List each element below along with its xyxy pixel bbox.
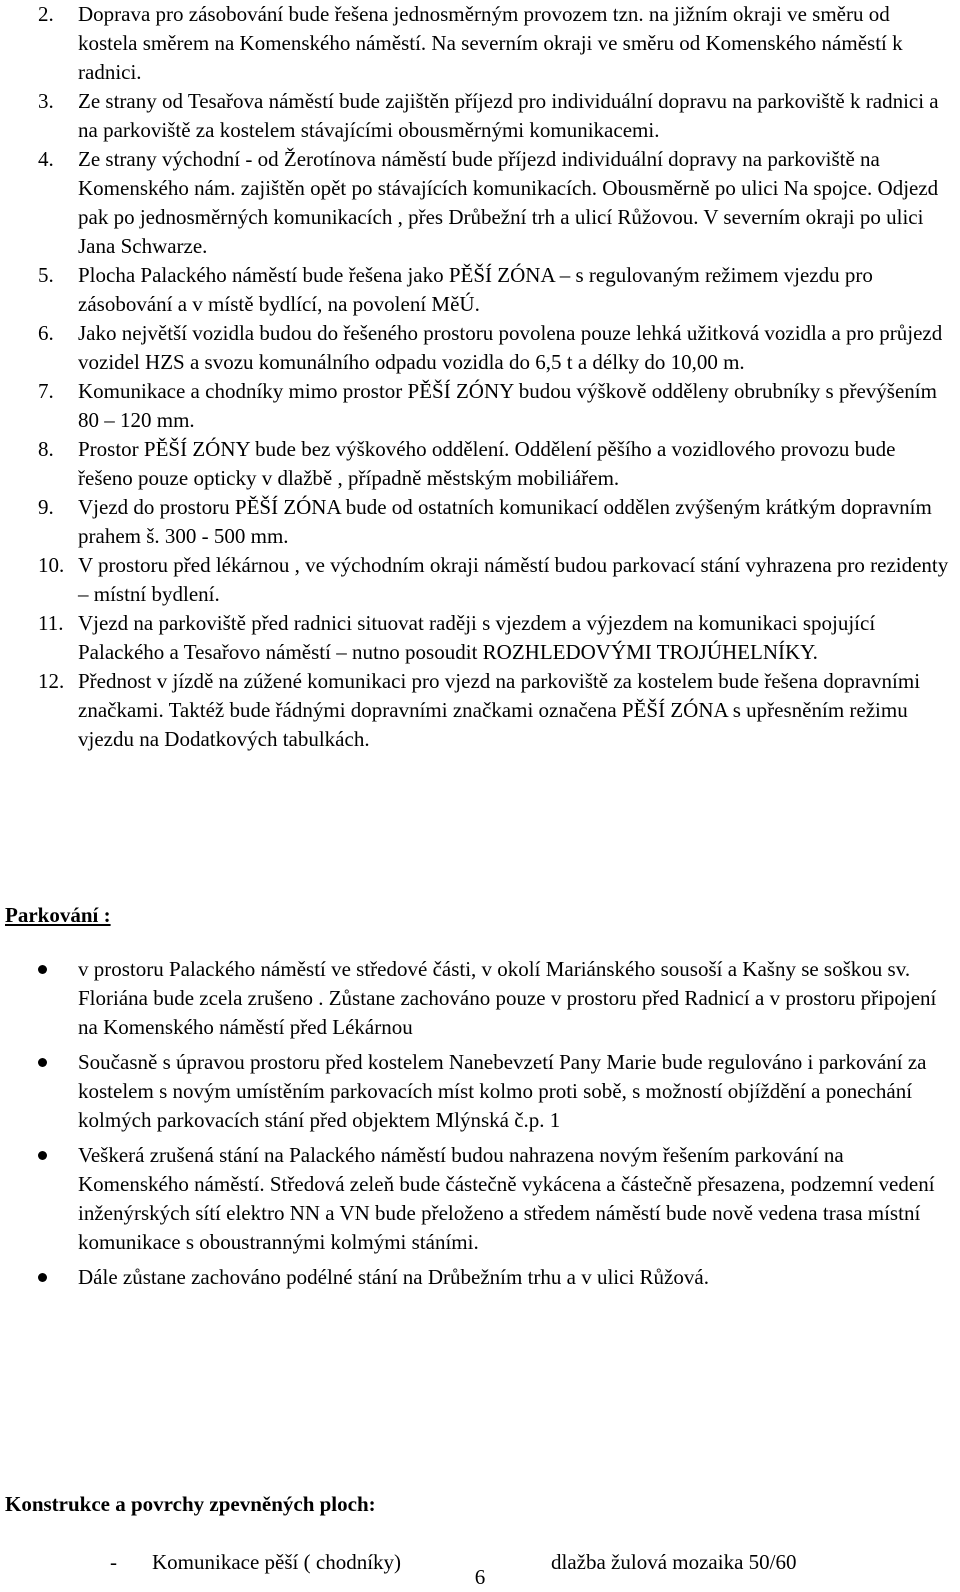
list-item [38,0,953,87]
list-item [38,145,953,261]
bullet-icon [38,1048,78,1077]
bullet-item [38,1141,953,1257]
numbered-list [38,0,953,754]
list-item [38,261,953,319]
list-item [38,435,953,493]
bullet-icon [38,1263,78,1292]
list-item [38,319,953,377]
item-number: 5. [38,263,54,287]
item-number: 6. [38,321,54,345]
item-number: 9. [38,495,54,519]
item-text: Ze strany od Tesařova náměstí bude zajištěn příjezd pro individuální dopravu na parkoviště k radnici a na parkoviště za kostelem stávajícími obousměrnými komunikacemi. [78,89,939,142]
item-number: 10. [38,553,65,577]
list-item [38,551,953,609]
item-number: 11. [38,611,64,635]
bullet-icon [38,1141,78,1170]
item-text: Vjezd do prostoru PĚŠÍ ZÓNA bude od ostatních komunikací oddělen zvýšeným krátkým dopravním prahem š. 300 - 500 mm. [78,495,932,548]
page-number: 6 [474,1565,486,1589]
row-value: dlažba žulová mozaika 50/60 [551,1550,797,1574]
item-number: 2. [38,2,54,26]
list-item [38,493,953,551]
bullet-text: Současně s úpravou prostoru před kostelem Nanebevzetí Pany Marie bude regulováno i parkování za kostelem s novým umístěním parkovacích míst kolmo proti sobě, s možností objíždění a ponechání kolmých parkovacích stání před objektem Mlýnská č.p. 1 [78,1050,927,1132]
item-text: Přednost v jízdě na zúžené komunikaci pro vjezd na parkoviště za kostelem bude řešena dopravními značkami. Taktéž bude řádnými dopravními značkami označena PĚŠÍ ZÓNA s upřesněním režimu vjezdu na Dodatkových tabulkách. [78,669,921,751]
item-number: 4. [38,147,54,171]
item-number: 8. [38,437,54,461]
bullet-text: v prostoru Palackého náměstí ve středové části, v okolí Mariánského sousoší a Kašny se soškou sv. Floriána bude zcela zrušeno . Zůstane zachováno pouze v prostoru před Radnicí a v prostoru připojení na Komenského náměstí před Lékárnou [78,957,937,1039]
row-dash: - [110,1550,117,1574]
item-text: V prostoru před lékárnou , ve východním okraji náměstí budou parkovací stání vyhrazena pro rezidenty – místní bydlení. [78,553,949,606]
item-text: Plocha Palackého náměstí bude řešena jako PĚŠÍ ZÓNA – s regulovaným režimem vjezdu pro zásobování a v místě bydlící, na povolení MěÚ. [78,263,873,316]
bullet-item [38,1263,953,1292]
item-text: Ze strany východní - od Žerotínova náměstí bude příjezd individuální dopravy na parkoviště na Komenského nám. zajištěn opět po stávajících komunikacích. Obousměrně po ulici Na spojce. Odjezd pak po jednosměrných komunikacích , přes Drůbežní trh a ulicí Růžovou. V severním okraji po ulici Jana Schwarze. [78,147,939,258]
bullet-text: Veškerá zrušená stání na Palackého náměstí budou nahrazena novým řešením parkování na Komenského náměstí. Středová zeleň bude částečně vykácena a částečně přesazena, podzemní vedení inženýrských sítí elektro NN a VN bude přeloženo a středem náměstí bude nově vedena trasa místní komunikace s oboustrannými kolmými stáními. [78,1143,935,1254]
item-text: Prostor PĚŠÍ ZÓNY bude bez výškového oddělení. Oddělení pěšího a vozidlového provozu bude řešeno pouze opticky v dlažbě , případně městským mobiliářem. [78,437,896,490]
construction-heading: Konstrukce a povrchy zpevněných ploch: [5,1492,376,1516]
bullet-item [38,1048,953,1135]
list-item [38,609,953,667]
list-item [38,377,953,435]
parking-bullet-list [38,955,953,1292]
parking-heading: Parkování : [5,903,111,927]
item-number: 12. [38,669,65,693]
item-text: Komunikace a chodníky mimo prostor PĚŠÍ ZÓNY budou výškově odděleny obrubníky s převýšením 80 – 120 mm. [78,379,937,432]
item-text: Doprava pro zásobování bude řešena jednosměrným provozem tzn. na jižním okraji ve směru od kostela směrem na Komenského náměstí. Na severním okraji ve směru od Komenského náměstí k radnici. [78,2,903,84]
bullet-icon [38,955,78,984]
bullet-item [38,955,953,1042]
bullet-text: Dále zůstane zachováno podélné stání na Drůbežním trhu a v ulici Růžová. [78,1265,709,1289]
list-item [38,667,953,754]
item-number: 3. [38,89,54,113]
item-number: 7. [38,379,54,403]
list-item [38,87,953,145]
row-label: Komunikace pěší ( chodníky) [152,1550,402,1574]
item-text: Jako největší vozidla budou do řešeného prostoru povolena pouze lehká užitková vozidla a pro průjezd vozidel HZS a svozu komunálního odpadu vozidla do 6,5 t a délky do 10,00 m. [78,321,943,374]
item-text: Vjezd na parkoviště před radnici situovat raději s vjezdem a výjezdem na komunikaci spojující Palackého a Tesařovo náměstí – nutno posoudit ROZHLEDOVÝMI TROJÚHELNÍKY. [78,611,876,664]
